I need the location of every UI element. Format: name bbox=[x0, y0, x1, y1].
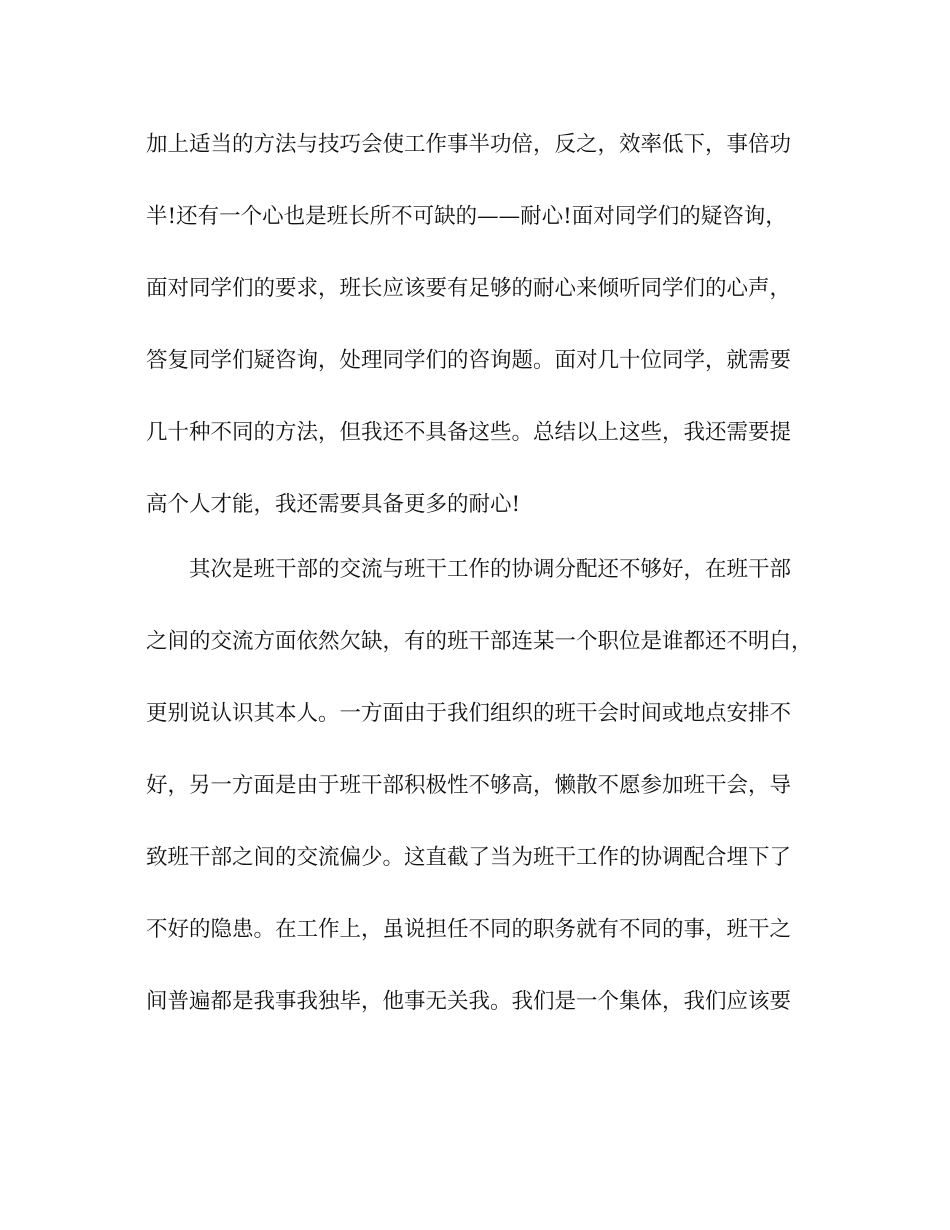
paragraph-first-line: 其次是班干部的交流与班干工作的协调分配还不够好，在班干部 bbox=[189, 557, 792, 582]
text-line: 面对同学们的要求，班长应该要有足够的耐心来倾听同学们的心声， bbox=[146, 276, 792, 301]
text-line: 更别说认识其本人。一方面由于我们组织的班干会时间或地点安排不 bbox=[146, 701, 792, 726]
text-line: 好，另一方面是由于班干部积极性不够高，懒散不愿参加班干会，导 bbox=[146, 773, 792, 798]
text-line: 半!还有一个心也是班长所不可缺的——耐心!面对同学们的疑咨询， bbox=[146, 204, 787, 229]
text-line: 致班干部之间的交流偏少。这直截了当为班干工作的协调配合埋下了 bbox=[146, 845, 792, 870]
text-line: 答复同学们疑咨询，处理同学们的咨询题。面对几十位同学，就需要 bbox=[146, 348, 792, 373]
text-line: 几十种不同的方法，但我还不具备这些。总结以上这些，我还需要提 bbox=[146, 420, 792, 445]
text-line: 加上适当的方法与技巧会使工作事半功倍，反之，效率低下，事倍功 bbox=[146, 132, 792, 157]
text-line: 高个人才能，我还需要具备更多的耐心! bbox=[146, 492, 521, 517]
text-line: 间普遍都是我事我独毕，他事无关我。我们是一个集体，我们应该要 bbox=[146, 989, 792, 1014]
text-line: 之间的交流方面依然欠缺，有的班干部连某一个职位是谁都还不明白， bbox=[146, 629, 813, 654]
text-line: 不好的隐患。在工作上，虽说担任不同的职务就有不同的事，班干之 bbox=[146, 917, 792, 942]
